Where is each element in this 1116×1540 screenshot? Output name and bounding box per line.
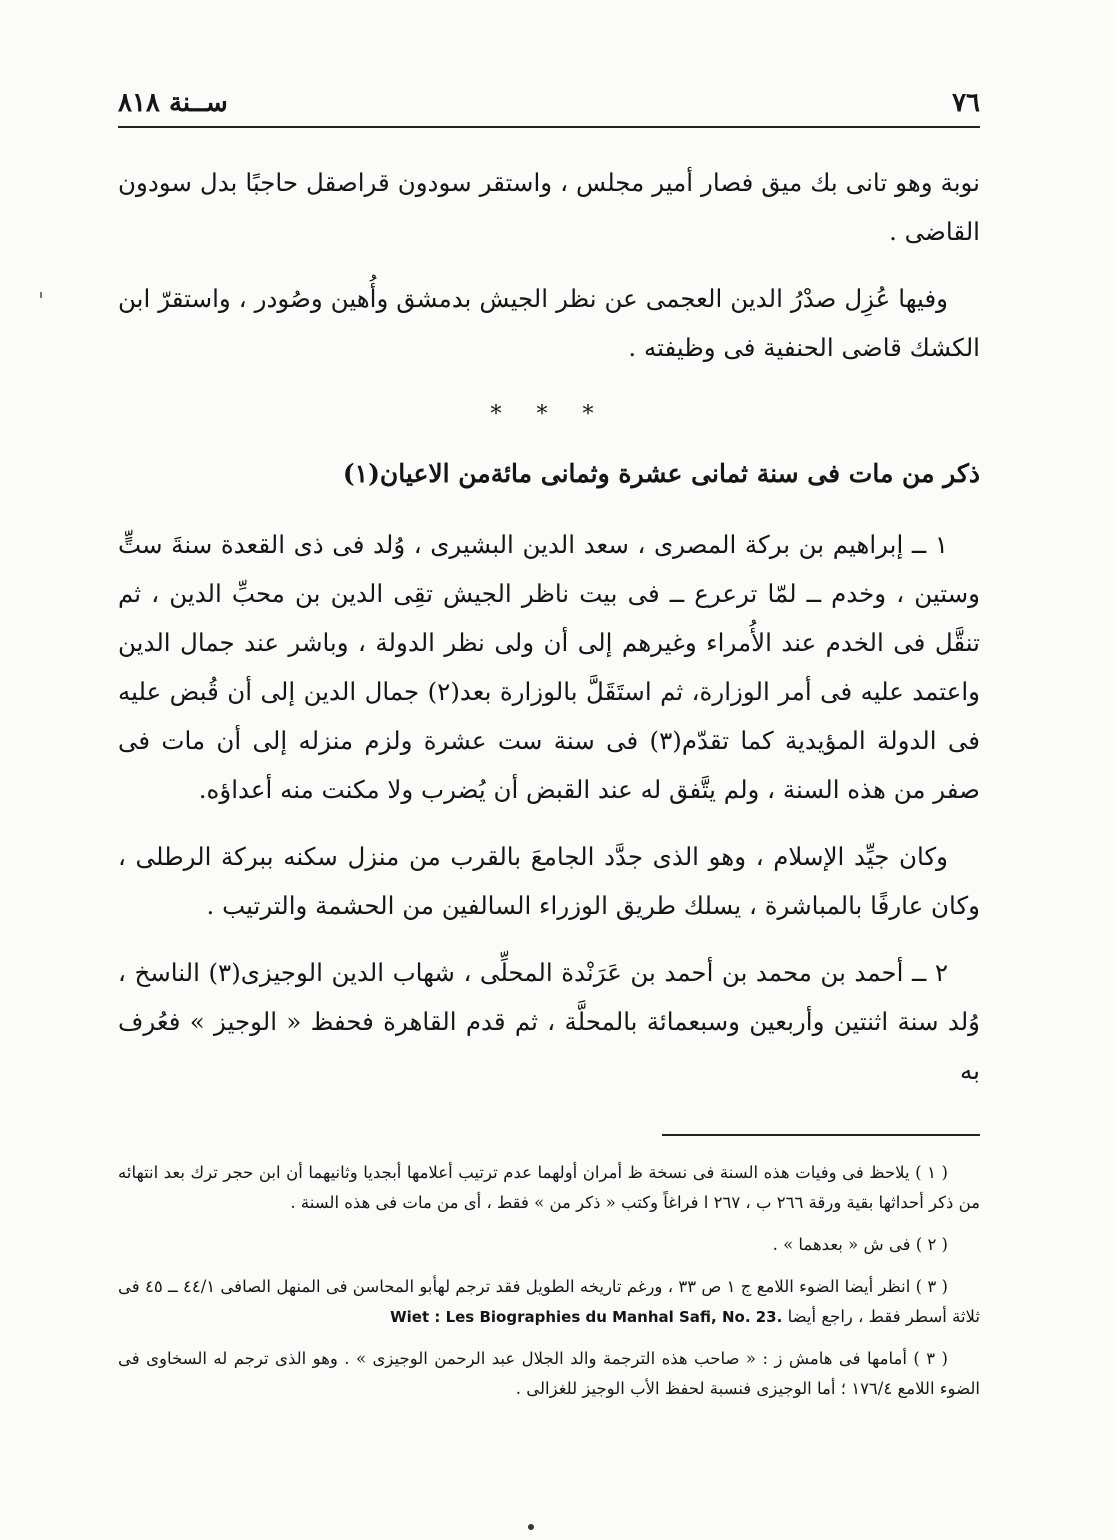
section-separator: * * * — [490, 402, 608, 427]
footnote-3a-arabic: ( ٣ ) انظر أيضا الضوء اللامع ج ١ ص ٣٣ ، ورغم تاريخه الطويل فقد ترجم لهأبو المحاسن فى المنهل الصافى ٤٤/١ ــ ٤٥ فى ثلاثة أسطر فقط ، راجع أيضا — [118, 1277, 980, 1326]
book-page — [118, 0, 980, 1540]
footnote-3b: ( ٣ ) أمامها فى هامش ز : « صاحب هذه الترجمة والد الجلال عبد الرحمن الوجيزى » . وهو الذى ترجم له السخاوى فى الضوء اللامع ١٧٦/٤ ؛ أما الوجيزى فنسبة لحفظ الأب الوجيز للغزالى . — [118, 1349, 980, 1398]
biography-entry-2: ٢ ــ أحمد بن محمد بن أحمد بن عَرَنْدة المحلِّى ، شهاب الدين الوجيزى(٣) الناسخ ، وُلد سنة اثنتين وأربعين وسبعمائة بالمحلَّة ، ثم قدم القاهرة فحفظ « الوجيز » فعُرف به — [118, 958, 980, 1085]
footnote-1: ( ١ ) يلاحظ فى وفيات هذه السنة فى نسخة ظ أمران أولهما عدم ترتيب أعلامها أبجديا وثانيهما أن ابن حجر ترك بعد انتهائه من ذكر أحداثها بقية ورقة ٢٦٦ ب ، ٢٦٧ ا فراغاً وكتب « ذكر من » فقط ، أى من مات فى هذه السنة . — [118, 1163, 980, 1212]
print-speck — [528, 1524, 534, 1530]
page-number: ٧٦ — [952, 88, 980, 118]
footnote-rule — [662, 1134, 980, 1136]
biography-entry-1: ١ ــ إبراهيم بن بركة المصرى ، سعد الدين البشيرى ، وُلد فى ذى القعدة سنةَ ستٍّ وستين ، وخدم ــ لمّا ترعرع ــ فى بيت ناظر الجيش تقِى الدين بن محبِّ الدين ، ثم تنقَّل فى الخدم عند الأُمراء وغيرهم إلى أن ولى نظر الدولة ، وباشر عند جمال الدين واعتمد عليه فى أمر الوزارة، ثم استَقَلَّ بالوزارة بعد(٢) جمال الدين إلى أن قُبض عليه فى الدولة المؤيدية كما تقدّم(٣) فى سنة ست عشرة ولزم منزله إلى أن مات فى صفر من هذه السنة ، ولم يتَّفق له عند القبض أن يُضرب ولا مكنت منه أعداؤه. — [118, 530, 980, 804]
main-text — [118, 158, 980, 1113]
paragraph-continued: نوبة وهو تانى بك ميق فصار أمير مجلس ، واستقر سودون قراصقل حاجبًا بدل سودون القاضى . — [118, 168, 980, 246]
running-title-year: ســنة ٨١٨ — [118, 88, 228, 118]
footnote-3a-latin-reference: Wiet : Les Biographies du Manhal Safi, No. 23. — [390, 1308, 783, 1326]
footnotes — [118, 1158, 980, 1416]
footnote-2: ( ٢ ) فى ش « بعدهما » . — [772, 1235, 948, 1254]
section-heading: ذكر من مات فى سنة ثمانى عشرة وثمانى مائةمن الاعيان(١) — [342, 459, 980, 488]
biography-entry-1-continued: وكان جيِّد الإسلام ، وهو الذى جدَّد الجامعَ بالقرب من منزل سكنه ببركة الرطلى ، وكان عارفًا بالمباشرة ، يسلك طريق الوزراء السالفين من الحشمة والترتيب . — [118, 842, 980, 920]
margin-tick-mark — [40, 292, 42, 298]
paragraph: وفيها عُزِل صدْرُ الدين العجمى عن نظر الجيش بدمشق وأُهين وصُودر ، واستقرّ ابن الكشك قاضى الحنفية فى وظيفته . — [118, 284, 980, 362]
running-header — [118, 88, 980, 128]
footnote-3a — [118, 1272, 980, 1332]
